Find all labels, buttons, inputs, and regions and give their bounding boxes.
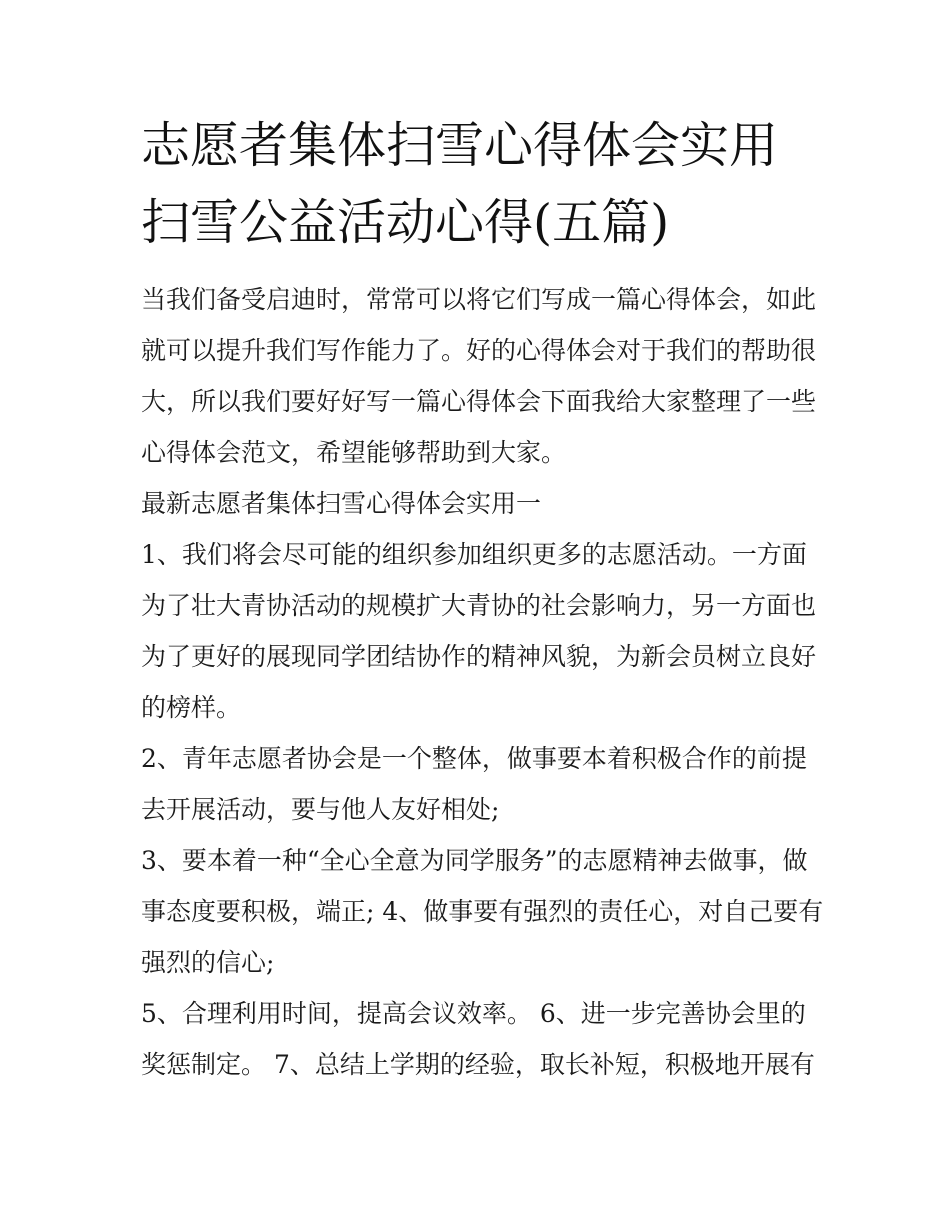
- document-title-line-2: 扫雪公益活动心得(五篇): [141, 194, 670, 251]
- body-line: 强烈的信心;: [141, 948, 275, 977]
- body-line: 奖惩制定。 7、总结上学期的经验，取长补短，积极地开展有: [141, 1050, 815, 1079]
- document-title-line-1: 志愿者集体扫雪心得体会实用: [141, 117, 779, 174]
- body-line: 心得体会范文，希望能够帮助到大家。: [141, 438, 567, 467]
- body-line: 大，所以我们要好好写一篇心得体会下面我给大家整理了一些: [141, 387, 817, 416]
- body-line: 的榜样。: [141, 693, 242, 722]
- body-line: 1、我们将会尽可能的组织参加组织更多的志愿活动。一方面: [141, 540, 807, 569]
- body-line: 3、要本着一种“全心全意为同学服务”的志愿精神去做事，做: [141, 846, 808, 875]
- section-heading: 最新志愿者集体扫雪心得体会实用一: [141, 489, 542, 518]
- body-line: 当我们备受启迪时，常常可以将它们写成一篇心得体会，如此: [141, 285, 817, 314]
- body-line: 为了壮大青协活动的规模扩大青协的社会影响力，另一方面也: [141, 591, 817, 620]
- body-line: 去开展活动，要与他人友好相处;: [141, 795, 500, 824]
- body-line: 事态度要积极，端正; 4、做事要有强烈的责任心，对自己要有: [141, 897, 824, 926]
- body-line: 2、青年志愿者协会是一个整体，做事要本着积极合作的前提: [141, 744, 807, 773]
- body-line: 就可以提升我们写作能力了。好的心得体会对于我们的帮助很: [141, 336, 817, 365]
- body-line: 为了更好的展现同学团结协作的精神风貌，为新会员树立良好: [141, 642, 817, 671]
- body-line: 5、合理利用时间，提高会议效率。 6、进一步完善协会里的: [141, 999, 806, 1028]
